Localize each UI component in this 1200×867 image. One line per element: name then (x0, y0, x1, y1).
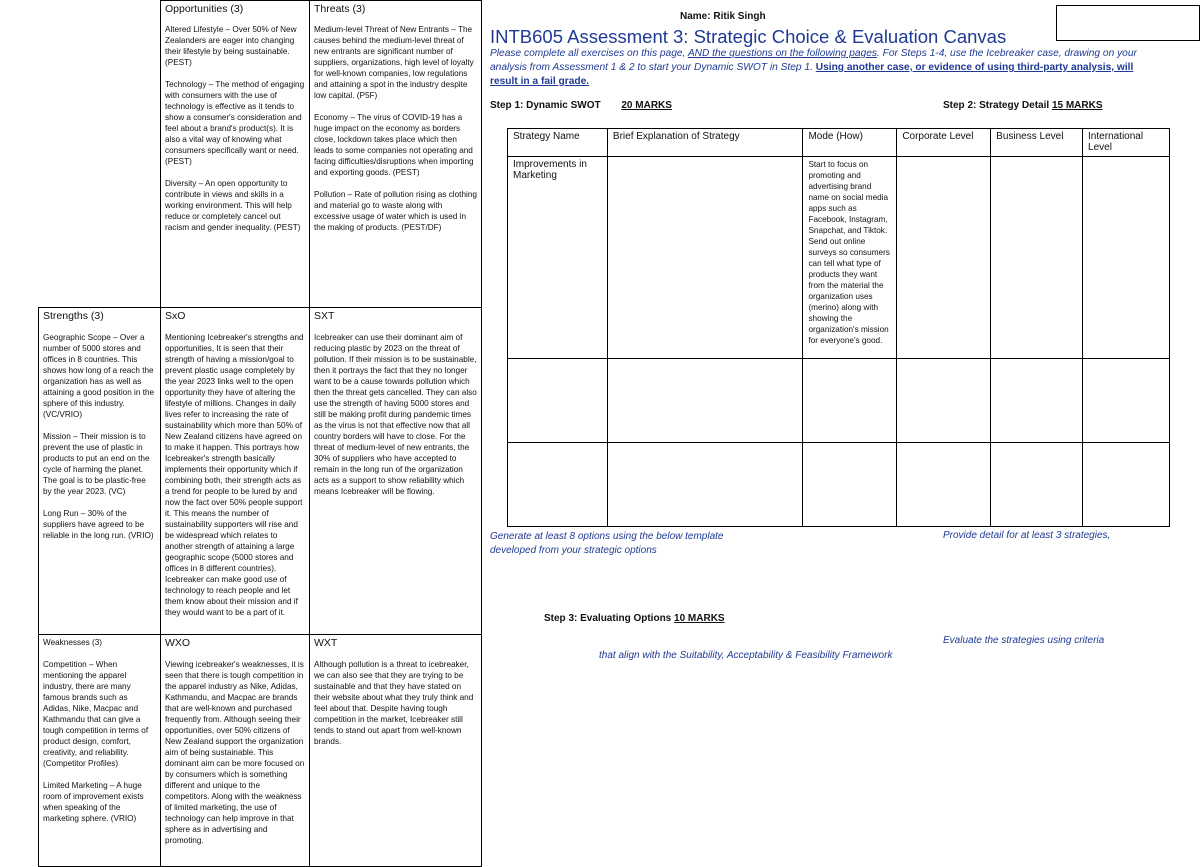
threats-title: Threats (3) (314, 3, 366, 15)
table-row (508, 157, 1170, 359)
step2-text: Step 2: Strategy Detail (943, 100, 1050, 111)
weaknesses-text: Competition – When mentioning the apparel industry, there are many famous brands such as Adidas, Nike, Macpac and Kathmandu that can give a tough competition in terms of product design, comfort, creativity, and reliability. (Competitor Profiles) Limited Marketing – A huge room of improvement exists when speaking of the marketing sphere. (VRIO) (43, 660, 149, 823)
weaknesses-cell (39, 635, 160, 848)
detail-note: Provide detail for at least 3 strategies, (943, 530, 1111, 541)
row3-explanation[interactable] (607, 443, 803, 527)
strengths-title: Strengths (3) (43, 310, 104, 322)
row1-explanation[interactable] (607, 157, 803, 359)
step3-marks: 10 MARKS (674, 613, 725, 624)
row2-mode[interactable] (803, 359, 897, 443)
so-cell (161, 308, 309, 634)
wt-title: WXT (314, 637, 338, 649)
row3-strategy-name[interactable] (508, 443, 608, 527)
strengths-text: Geographic Scope – Over a number of 5000 stores and offices in 8 countries. This shows how long of a reach the organization has as well as attaining a good position in the sphere of this industry. (VC/VRIO) Mission – Their mission is to prevent the use of plastic in products to put an end on the cycle of harming the planet. The goal is to be plastic-free by the year 2023. (VC) Long Run – 30% of the suppliers have agreed to be reliable in the long run. (VRIO) (43, 333, 155, 540)
intro-part1: Please complete all exercises on this page, (490, 48, 688, 59)
row2-corporate[interactable] (897, 359, 991, 443)
wt-cell (310, 635, 481, 848)
row1-strategy-name[interactable]: Improvements in Marketing (508, 157, 608, 359)
step1-text: Step 1: Dynamic SWOT (490, 100, 601, 111)
intro-underlined: AND the questions on the following pages (687, 48, 877, 59)
intro-warning: Using another case, or evidence of using third-party analysis, will result in a fail grade. (490, 62, 1134, 87)
row1-corporate[interactable] (897, 157, 991, 359)
instructions (490, 47, 1150, 89)
col-mode: Mode (How) (803, 129, 897, 157)
step3-text: Step 3: Evaluating Options (544, 613, 672, 624)
st-text: Icebreaker can use their dominant aim of reducing plastic by 2023 on the threat of pollution. If their mission is to be sustainable, then it portrays the fact that they no longer want to be a cause towards pollution which then the threat gets cancelled. They can also use the strength of having 5000 stores and still be making profit during pandemic times as the virus is not that effective now that all country borders will have to close. For the threat of medium-level of new entrants, the 30% of suppliers who have accepted to remain in the long run of the organization acts as a support to show reliability which means Icebreaker will be flowing. (314, 333, 477, 496)
col-brief-explanation: Brief Explanation of Strategy (607, 129, 803, 157)
so-text: Mentioning Icebreaker's strengths and opportunities, It is seen that their strength of having a mission/goal to prevent plastic usage completely by the year 2023 links well to the open opportunity they have of altering the lifestyle of millions. Changes in daily lives refer to increasing the rate of sustainability which more than 50% of New Zealand citizens have agreed on to make it happen. This portrays how Icebreaker's strength basically implements their opportunity which if combining both, their strength acts as a trend for people to be lured by and now the fact over 50% people support it. This means the number of sustainability supporters will rise and be widespread which relates to another strength of attaining a large geographic scope (5000 stores and offices in 8 different countries). Icebreaker can make good use of technology to reach people and let them know about their mission and if they would want to be a part of it. (165, 333, 304, 617)
strengths-cell (39, 308, 160, 634)
row3-business[interactable] (991, 443, 1083, 527)
step2-label (943, 100, 1103, 111)
step1-marks: 20 MARKS (621, 100, 672, 111)
step1-label (490, 100, 672, 111)
opportunities-text: Altered Lifestyle – Over 50% of New Zealanders are eager into changing their lifestyle by being sustainable. (PEST) Technology – The method of engaging with consumers with the use of technology is effective as it tends to show a consumer's consideration and feel about a brand's product(s). It is also a vital way of knowing what consumers specifically want or need. (PEST) Diversity – An open opportunity to contribute in views and skills in a working environment. This will help reduce or completely cancel out racism and gender inequality. (PEST) (165, 25, 305, 232)
row1-mode[interactable]: Start to focus on promoting and advertising brand name on social media apps such as Facebook, Instagram, Snapchat, and Tiktok. Send out online surveys so consumers can tell what type of products they want from the material the organization uses (merino) along with showing the organization's mission for everyone's good. (803, 157, 897, 359)
wt-text: Although pollution is a threat to icebreaker, we can also see that they are trying to be sustainable and that they have stated on their website about what they truly think and feel about that. Despite having tough competition in the market, Icebreaker still tends to stand out apart from well-known brands. (314, 660, 474, 746)
opportunities-cell (161, 1, 309, 307)
col-business-level: Business Level (991, 129, 1083, 157)
table-row (508, 443, 1170, 527)
opportunities-title: Opportunities (3) (165, 3, 244, 15)
row2-business[interactable] (991, 359, 1083, 443)
row1-international[interactable] (1083, 157, 1170, 359)
name-label: Name: (680, 11, 711, 22)
generate-note: Generate at least 8 options using the below template developed from your strategic options (490, 531, 724, 556)
col-corporate-level: Corporate Level (897, 129, 991, 157)
evaluate-note-1: Evaluate the strategies using criteria (943, 635, 1105, 646)
step2-marks: 15 MARKS (1051, 100, 1103, 111)
row1-business[interactable] (991, 157, 1083, 359)
col-strategy-name: Strategy Name (508, 129, 608, 157)
weaknesses-title: Weaknesses (3) (43, 638, 103, 647)
col-international-level: International Level (1083, 129, 1170, 157)
st-title: SXT (314, 310, 335, 322)
name-value: Ritik Singh (713, 11, 766, 22)
row3-corporate[interactable] (897, 443, 991, 527)
wo-text: Viewing icebreaker's weaknesses, it is seen that there is tough competition in the apparel industry as Nike, Adidas, Kathmandu, and Macpac are brands that are well-known and purchased frequently from. Although seeing their opportunities, over 50% citizens of New Zealand support the organization aim of being sustainable. This dominant aim can be more focused on by consumers which is something different and unique to the competitors. Along with the weakness of limited marketing, the use of technology can help improve in that sphere as in advertising and promoting. (165, 660, 305, 845)
row3-mode[interactable] (803, 443, 897, 527)
step3-label (544, 613, 725, 624)
st-cell (310, 308, 481, 634)
threats-text: Medium-level Threat of New Entrants – The causes behind the medium-level threat of new entrants are significant number of suppliers, organizations, high level of loyalty for well-known companies, low regulations and attaining a spot in the industry despite low capital. (P5F) Economy – The virus of COVID-19 has a huge impact on the economy as borders close, lockdown takes place which then leads to some companies not operating and facing difficulties/disruptions when importing and exporting goods. (PEST) Pollution – Rate of pollution rising as clothing and material go to waste along with excessive usage of water which is used in the making of products. (PEST/DF) (314, 25, 477, 232)
page-title: INTB605 Assessment 3: Strategic Choice & Evaluation Canvas (490, 26, 1007, 47)
strategy-table (507, 128, 1170, 527)
intro-part2: . For Steps 1-4, use the Icebreaker case, drawing on your analysis from Assessment 1 & 2 to start your Dynamic SWOT in Step 1. (490, 48, 1137, 73)
row3-international[interactable] (1083, 443, 1170, 527)
table-row (508, 359, 1170, 443)
evaluate-note-2: that align with the Suitability, Acceptability & Feasibility Framework (599, 650, 893, 661)
wo-cell (161, 635, 309, 848)
wo-title: WXO (165, 637, 191, 649)
so-title: SxO (165, 310, 186, 322)
row2-strategy-name[interactable] (508, 359, 608, 443)
row2-international[interactable] (1083, 359, 1170, 443)
grade-box[interactable] (1056, 5, 1200, 41)
threats-cell (310, 1, 481, 307)
row2-explanation[interactable] (607, 359, 803, 443)
student-name (680, 11, 766, 22)
